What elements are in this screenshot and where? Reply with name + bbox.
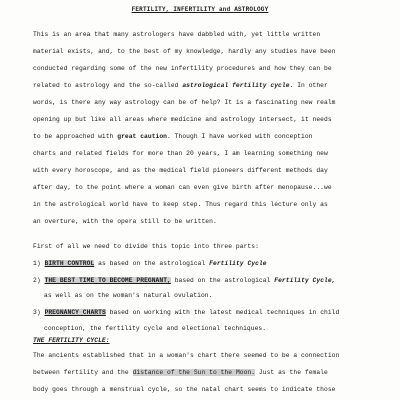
- intro-line: [33, 133, 313, 141]
- fertility-cycle-emphasis: astrological fertility cycle: [182, 82, 290, 89]
- item-emphasis: Fertility Cycle,: [274, 277, 336, 284]
- intro-text: conducted regarding some of the new infertility procedures and how they can be: [33, 65, 332, 72]
- intro-text: charts and related fields for more than 20 years, I am learning something new: [33, 150, 328, 157]
- section-text: Just as the female: [255, 369, 328, 376]
- list-item: [33, 309, 339, 317]
- intro-text: after day, to the point where a woman can even give birth after menopause...we: [33, 184, 332, 191]
- item-text: based on working with the latest medical techniques in child: [105, 309, 340, 316]
- section-text: between fertility and the: [33, 369, 133, 376]
- intro-line: [33, 201, 328, 209]
- item-emphasis: Fertility Cycle: [209, 260, 267, 267]
- intro-line: [33, 65, 332, 73]
- item-heading: PREGNANCY CHARTS: [44, 309, 106, 316]
- list-item-continuation: conception, the fertility cycle and electional techniques.: [44, 325, 267, 332]
- section-heading: THE FERTILITY CYCLE:: [33, 337, 110, 344]
- great-caution-emphasis: great caution: [117, 133, 168, 140]
- intro-line: [33, 218, 217, 226]
- intro-line: [33, 184, 332, 192]
- intro-line: [33, 31, 320, 39]
- item-number: 1): [33, 260, 41, 267]
- item-heading: BIRTH CONTROL: [44, 260, 95, 267]
- intro-text: . Though I have worked with conception: [167, 133, 313, 140]
- intro-text: to be approached with: [33, 133, 118, 140]
- intro-text: material exists, and, to the best of my knowledge, hardly any studies have been: [33, 48, 336, 55]
- sun-moon-highlight: distance of the Sun to the Moon.: [132, 369, 256, 376]
- intro-text: with every horoscope, and as the medical field pioneers different methods day: [33, 167, 328, 174]
- intro-line: [33, 48, 335, 56]
- intro-text: in the astrological world have to keep step. Thus regard this lecture only as: [33, 201, 328, 208]
- intro-line: [33, 82, 328, 90]
- section-text: body goes through a menstrual cycle, so the natal chart seems to indicate those: [33, 386, 336, 393]
- section-line: [33, 386, 335, 394]
- intro-text: opening up but like all areas where medicine and astrology intersect, it needs: [33, 116, 332, 123]
- section-line: [33, 352, 339, 360]
- intro-text: related to astrology and the so-called: [33, 82, 183, 89]
- section-text: The ancients established that in a woman's chart there seemed to be a connection: [33, 352, 340, 359]
- parts-intro: First of all we need to divide this topic into three parts:: [33, 243, 259, 250]
- intro-text: words, is there any way astrology can be of help? It is a fascinating new realm: [33, 99, 336, 106]
- intro-text: an overture, with the opera still to be written.: [33, 218, 217, 225]
- item-text: based on the astrological: [170, 277, 275, 284]
- document-title: FERTILITY, INFERTILITY and ASTROLOGY: [131, 6, 269, 13]
- intro-line: [33, 167, 328, 175]
- intro-text: . In other: [289, 82, 328, 89]
- list-item: [33, 260, 267, 268]
- item-heading: THE BEST TIME TO BECOME PREGNANT,: [44, 277, 171, 284]
- item-number: 2): [33, 277, 41, 284]
- intro-text: This is an area that many astrologers have dabbled with, yet little written: [33, 31, 321, 38]
- item-number: 3): [33, 309, 41, 316]
- intro-line: [33, 99, 335, 107]
- list-item: [33, 277, 336, 285]
- item-text: as based on the astrological: [94, 260, 210, 267]
- intro-line: [33, 150, 328, 158]
- intro-line: [33, 116, 332, 124]
- list-item-continuation: as well as on the woman's natural ovulation.: [44, 292, 213, 299]
- section-line: [33, 369, 328, 377]
